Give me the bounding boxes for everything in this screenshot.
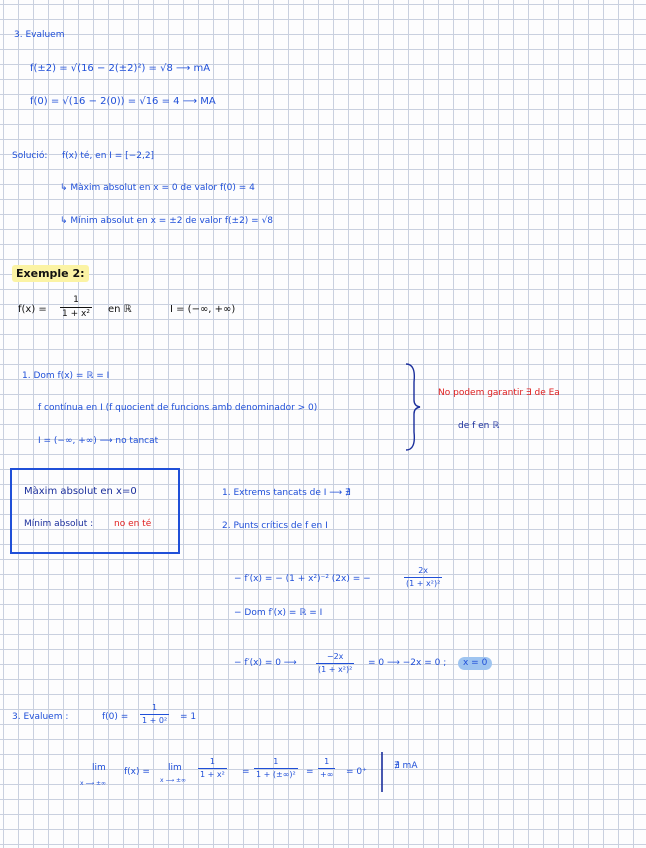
function-fraction: [60, 296, 92, 319]
limit-fraction-3-den: +∞: [320, 770, 334, 779]
limit-fraction-1-den: 1 + x²: [200, 770, 225, 779]
f0-denominator: 1 + 0²: [142, 716, 168, 725]
step1-note-2: de f en ℝ: [458, 421, 500, 431]
summary-min-value: no en té: [114, 519, 152, 529]
critical-eq-fraction: [316, 653, 354, 674]
right-brace: [404, 362, 424, 452]
solucio-min: ↳ Mínim absolut en x = ±2 de valor f(±2) = √8: [60, 216, 274, 226]
step2-line-1: 1. Extrems tancats de I ⟶ ∄: [222, 488, 351, 498]
critical-point-solution: x = 0: [458, 657, 492, 670]
f0-rhs: = 1: [180, 712, 197, 722]
function-lhs: f(x) =: [18, 304, 47, 315]
evaluem2-heading: 3. Evaluem :: [12, 712, 69, 722]
limit-label-2: lim: [168, 763, 182, 773]
derivative-lhs: − f′(x) = − (1 + x²)⁻² (2x) = −: [234, 574, 371, 584]
critical-eq-lhs: − f′(x) = 0 ⟶: [234, 658, 297, 668]
step1-line-1: 1. Dom f(x) = ℝ = I: [22, 371, 110, 381]
limit-fraction-1: [198, 758, 227, 779]
evaluem-heading: 3. Evaluem: [14, 30, 65, 40]
solucio-max: ↳ Màxim absolut en x = 0 de valor f(0) = 4: [60, 183, 255, 193]
exemple-2-title: Exemple 2:: [12, 265, 89, 282]
limit-result: = 0⁺: [346, 767, 367, 777]
vertical-bar: [380, 752, 384, 792]
step1-line-3: I = (−∞, +∞) ⟶ no tancat: [38, 436, 159, 446]
f0-lhs: f(0) =: [102, 712, 129, 722]
limit-fraction-3: [318, 758, 335, 779]
critical-eq-denominator: (1 + x²)²: [318, 665, 353, 674]
solucio-label: Solució:: [12, 151, 48, 161]
limit-fraction-3-num: 1: [324, 757, 330, 766]
summary-min-label: Mínim absolut :: [24, 519, 94, 529]
function-domain: en ℝ: [108, 304, 132, 315]
limit-fraction-2-den: 1 + (±∞)²: [256, 770, 296, 779]
step1-line-2: f contínua en I (f quocient de funcions amb denominador > 0): [38, 403, 318, 413]
derivative-fraction: [404, 567, 442, 588]
f0-fraction: [140, 704, 169, 725]
summary-max: Màxim absolut en x=0: [24, 486, 137, 497]
limit-subscript: x ⟶ ±∞: [80, 780, 106, 787]
evaluem-line-1: f(±2) = √(16 − 2(±2)²) = √8 ⟶ mA: [30, 63, 211, 74]
summary-box: [10, 468, 180, 554]
limit-fraction-1-num: 1: [209, 757, 215, 766]
f0-numerator: 1: [152, 703, 158, 712]
function-interval: I = (−∞, +∞): [170, 304, 236, 315]
critical-eq-rhs: = 0 ⟶ −2x = 0 ;: [368, 658, 447, 668]
function-numerator: 1: [73, 295, 79, 305]
limit-conclusion: ∄ mA: [394, 761, 418, 771]
limit-label: lim: [92, 763, 106, 773]
derivative-numerator: 2x: [418, 566, 429, 575]
evaluem-line-2: f(0) = √(16 − 2(0)) = √16 = 4 ⟶ MA: [30, 96, 216, 107]
limit-fraction-2-num: 1: [273, 757, 279, 766]
function-denominator: 1 + x²: [62, 309, 90, 319]
limit-fx: f(x) =: [124, 767, 150, 777]
derivative-denominator: (1 + x²)²: [406, 579, 441, 588]
notebook-page: 3. Evaluem f(±2) = √(16 − 2(±2)²) = √8 ⟶ mA f(0) = √(16 − 2(0)) = √16 = 4 ⟶ MA Solució: f(x) té, en I = [−2,2] ↳ Màxim absolut en x = 0 de valor f(0) = 4 ↳ Mínim absolut en x = ±2 de valor f(±2) = √8 Exemple 2: f(x) = 1 1 + x² en ℝ I = (−∞, +∞) 1. Dom f(x) = ℝ = I f contínua en I (f quocient de funcions amb denominador > 0) I = (−∞, +∞) ⟶ no tancat No podem garantir ∃ de Ea de f en ℝ Màxim absolut en x=0 Mínim absolut : no en té 1. Extrems tancats de I ⟶ ∄ 2. Punts crítics de f en I − f′(x) = − (1 + x²)⁻² (2x) = − 2x (1 + x²)² − Dom f′(x) = ℝ = I − f′(x) = 0 ⟶ −2x (1 + x²)² = 0 ⟶ −2x = 0 ; x = 0 3. Evaluem : f(0) = 1 1 + 0² = 1 lim x ⟶ ±∞ f(x) = lim x ⟶ ±∞ 1 1 + x² = 1 1 + (±∞)² = 1 +∞ = 0⁺ ∄ mA: [0, 0, 646, 848]
limit-subscript-2: x ⟶ ±∞: [160, 777, 186, 784]
limit-fraction-2: [254, 758, 298, 779]
solucio-text: f(x) té, en I = [−2,2]: [62, 151, 155, 161]
step1-note-1: No podem garantir ∃ de Ea: [438, 388, 560, 398]
derivative-domain: − Dom f′(x) = ℝ = I: [234, 608, 323, 618]
critical-eq-numerator: −2x: [326, 652, 344, 661]
step2-line-2: 2. Punts crítics de f en I: [222, 521, 328, 531]
